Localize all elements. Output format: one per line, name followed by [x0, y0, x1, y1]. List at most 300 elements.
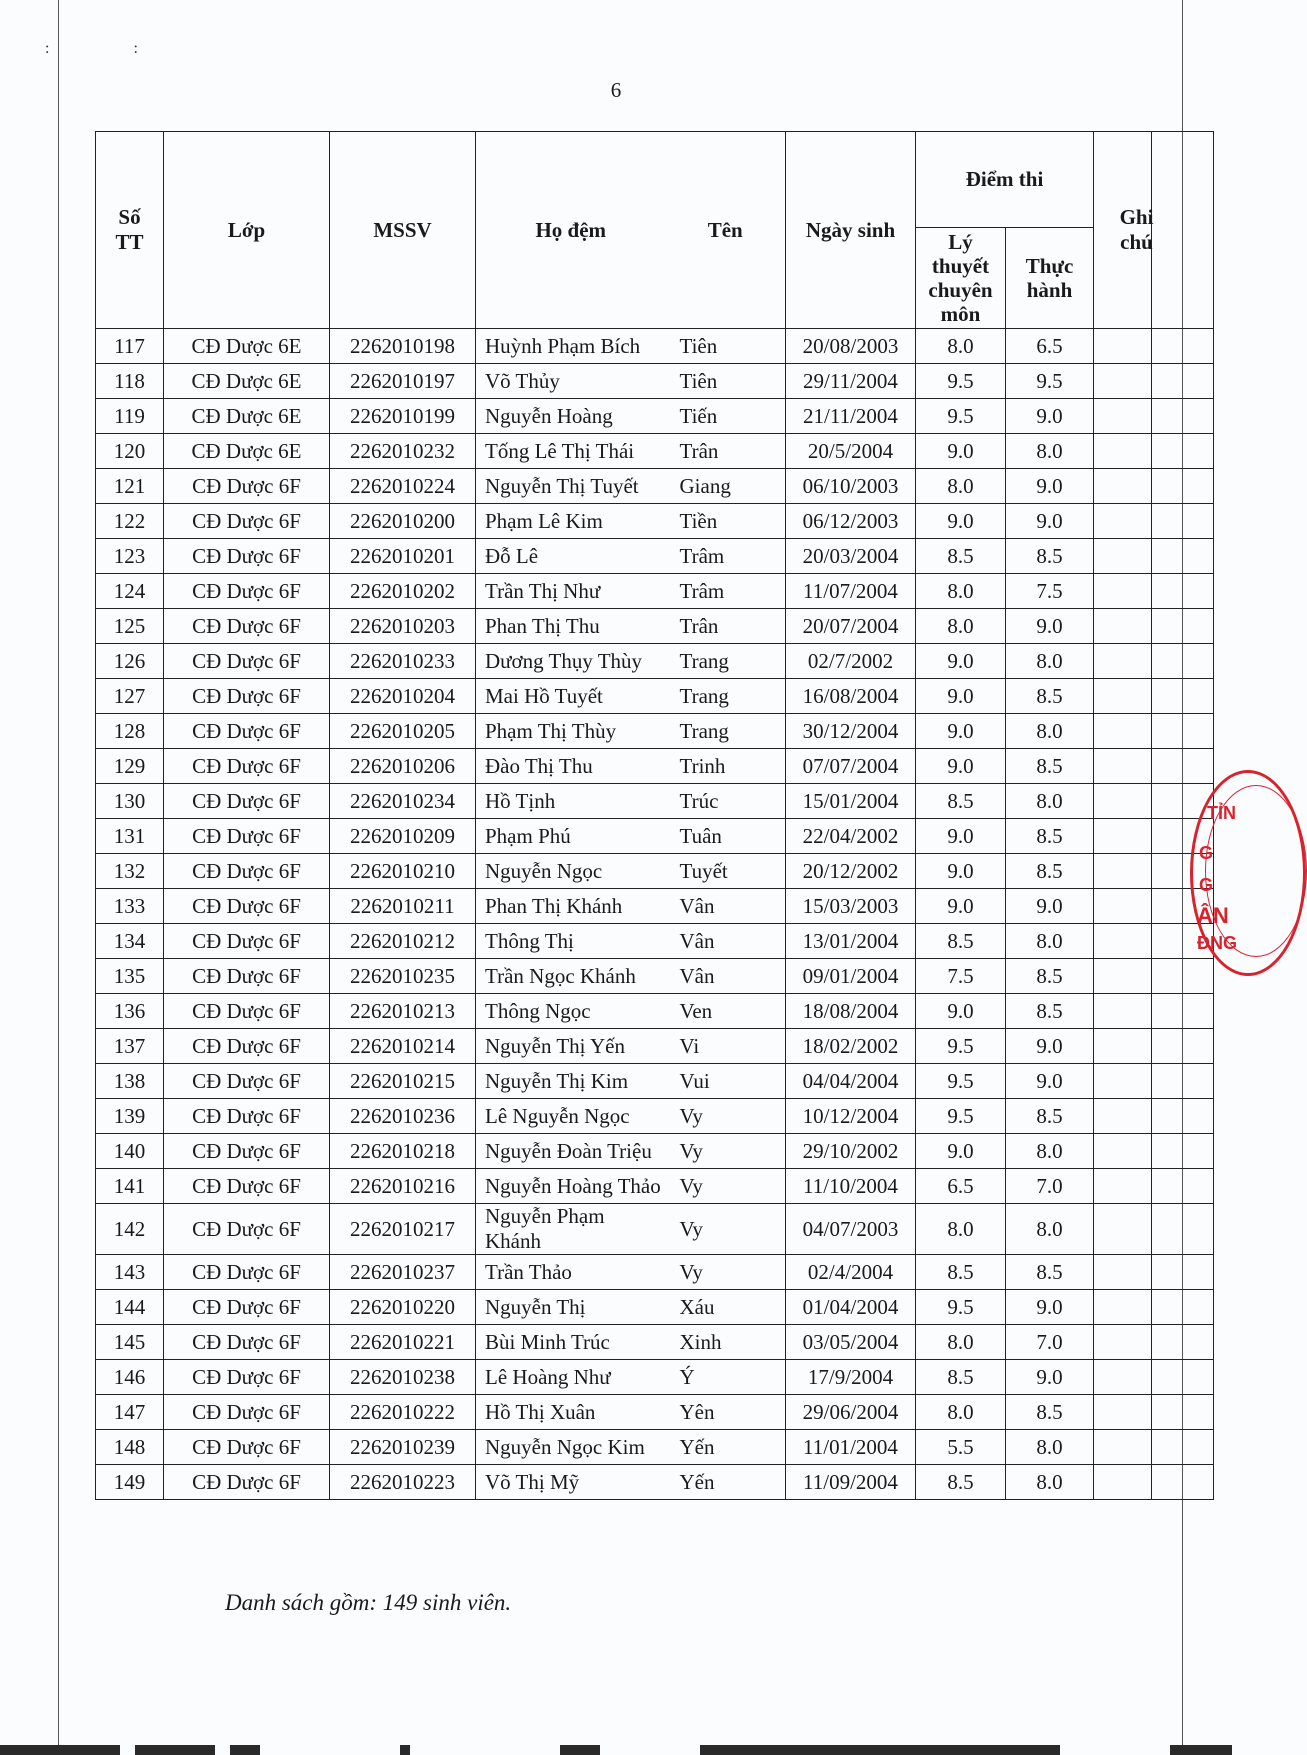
- row-thuc-hanh: 8.5: [1006, 959, 1094, 994]
- row-mssv: 2262010204: [330, 679, 476, 714]
- scan-edge-left: [58, 0, 59, 1755]
- row-extra-cell: [1152, 1360, 1214, 1395]
- row-ten: Yến: [666, 1465, 786, 1500]
- row-lop: CĐ Dược 6F: [164, 1290, 330, 1325]
- row-ngay-sinh: 22/04/2002: [786, 819, 916, 854]
- row-lop: CĐ Dược 6F: [164, 959, 330, 994]
- row-stt: 138: [96, 1064, 164, 1099]
- row-ghi-chu: [1094, 1204, 1152, 1255]
- row-thuc-hanh: 9.0: [1006, 399, 1094, 434]
- row-lop: CĐ Dược 6F: [164, 1430, 330, 1465]
- row-ghi-chu: [1094, 1029, 1152, 1064]
- row-ngay-sinh: 11/09/2004: [786, 1465, 916, 1500]
- row-stt: 140: [96, 1134, 164, 1169]
- row-ho-dem: Nguyễn Đoàn Triệu: [476, 1134, 666, 1169]
- row-ghi-chu: [1094, 1395, 1152, 1430]
- row-lop: CĐ Dược 6F: [164, 1029, 330, 1064]
- row-ten: Trang: [666, 714, 786, 749]
- scan-artifact-bar: [135, 1745, 215, 1755]
- row-ho-dem: Nguyễn Hoàng Thảo: [476, 1169, 666, 1204]
- row-ho-dem: Trần Ngọc Khánh: [476, 959, 666, 994]
- row-extra-cell: [1152, 574, 1214, 609]
- row-stt: 147: [96, 1395, 164, 1430]
- row-mssv: 2262010206: [330, 749, 476, 784]
- row-mssv: 2262010203: [330, 609, 476, 644]
- row-ly-thuyet: 8.0: [916, 329, 1006, 364]
- row-lop: CĐ Dược 6F: [164, 714, 330, 749]
- row-thuc-hanh: 7.0: [1006, 1325, 1094, 1360]
- row-mssv: 2262010197: [330, 364, 476, 399]
- row-ly-thuyet: 9.0: [916, 1134, 1006, 1169]
- row-mssv: 2262010220: [330, 1290, 476, 1325]
- row-stt: 122: [96, 504, 164, 539]
- table-row: [96, 679, 1214, 714]
- header-stt-line2: TT: [115, 230, 144, 254]
- footer-total-note: Danh sách gồm: 149 sinh viên.: [225, 1590, 512, 1615]
- row-ngay-sinh: 10/12/2004: [786, 1099, 916, 1134]
- row-ngay-sinh: 29/06/2004: [786, 1395, 916, 1430]
- row-ho-dem: Phan Thị Khánh: [476, 889, 666, 924]
- row-mssv: 2262010235: [330, 959, 476, 994]
- header-stt: [96, 132, 164, 329]
- row-ghi-chu: [1094, 1430, 1152, 1465]
- table-row: [96, 854, 1214, 889]
- row-ten: Giang: [666, 469, 786, 504]
- header-diem-thi: Điểm thi: [916, 132, 1094, 228]
- row-ngay-sinh: 06/12/2003: [786, 504, 916, 539]
- row-ly-thuyet: 9.0: [916, 504, 1006, 539]
- row-ghi-chu: [1094, 889, 1152, 924]
- row-ngay-sinh: 04/04/2004: [786, 1064, 916, 1099]
- row-lop: CĐ Dược 6F: [164, 749, 330, 784]
- row-ho-dem: Hồ Tịnh: [476, 784, 666, 819]
- table-row: [96, 1099, 1214, 1134]
- table-row: [96, 959, 1214, 994]
- row-mssv: 2262010238: [330, 1360, 476, 1395]
- row-ten: Xáu: [666, 1290, 786, 1325]
- table-row: [96, 1169, 1214, 1204]
- row-ghi-chu: [1094, 574, 1152, 609]
- header-ly-thuyet-line1: Lý: [948, 230, 973, 254]
- row-extra-cell: [1152, 994, 1214, 1029]
- row-mssv: 2262010221: [330, 1325, 476, 1360]
- row-ly-thuyet: 8.5: [916, 924, 1006, 959]
- header-stt-line1: Số: [118, 205, 141, 229]
- row-ten: Vy: [666, 1169, 786, 1204]
- row-thuc-hanh: 8.0: [1006, 714, 1094, 749]
- header-ly-thuyet-line4: môn: [940, 302, 981, 326]
- row-extra-cell: [1152, 399, 1214, 434]
- row-ten: Trân: [666, 609, 786, 644]
- row-ly-thuyet: 9.0: [916, 749, 1006, 784]
- row-mssv: 2262010237: [330, 1255, 476, 1290]
- table-row: [96, 784, 1214, 819]
- scan-artifact-bar: [1170, 1745, 1232, 1755]
- row-ho-dem: Nguyễn Ngọc: [476, 854, 666, 889]
- row-lop: CĐ Dược 6F: [164, 574, 330, 609]
- row-ho-dem: Nguyễn Thị Tuyết: [476, 469, 666, 504]
- row-extra-cell: [1152, 1255, 1214, 1290]
- row-ghi-chu: [1094, 679, 1152, 714]
- header-extra-column: [1152, 132, 1214, 329]
- row-ly-thuyet: 9.0: [916, 434, 1006, 469]
- row-ten: Ven: [666, 994, 786, 1029]
- row-ho-dem: Lê Hoàng Như: [476, 1360, 666, 1395]
- row-ghi-chu: [1094, 469, 1152, 504]
- row-ten: Yến: [666, 1430, 786, 1465]
- row-ly-thuyet: 9.0: [916, 994, 1006, 1029]
- row-ho-dem: Đỗ Lê: [476, 539, 666, 574]
- row-ngay-sinh: 09/01/2004: [786, 959, 916, 994]
- row-stt: 145: [96, 1325, 164, 1360]
- row-ly-thuyet: 9.0: [916, 889, 1006, 924]
- row-ten: Vy: [666, 1099, 786, 1134]
- row-extra-cell: [1152, 749, 1214, 784]
- row-thuc-hanh: 9.0: [1006, 1360, 1094, 1395]
- row-ten: Trâm: [666, 574, 786, 609]
- header-thuc-hanh-line2: hành: [1026, 278, 1073, 302]
- table-row: [96, 504, 1214, 539]
- row-ly-thuyet: 8.5: [916, 539, 1006, 574]
- row-lop: CĐ Dược 6F: [164, 1360, 330, 1395]
- row-stt: 123: [96, 539, 164, 574]
- row-extra-cell: [1152, 644, 1214, 679]
- row-thuc-hanh: 9.0: [1006, 469, 1094, 504]
- row-ngay-sinh: 07/07/2004: [786, 749, 916, 784]
- header-ly-thuyet-line3: chuyên: [928, 278, 993, 302]
- row-mssv: 2262010233: [330, 644, 476, 679]
- row-stt: 128: [96, 714, 164, 749]
- row-lop: CĐ Dược 6F: [164, 889, 330, 924]
- row-thuc-hanh: 6.5: [1006, 329, 1094, 364]
- row-ho-dem: Hồ Thị Xuân: [476, 1395, 666, 1430]
- row-ghi-chu: [1094, 1099, 1152, 1134]
- row-ly-thuyet: 9.5: [916, 399, 1006, 434]
- table-row: [96, 994, 1214, 1029]
- row-ngay-sinh: 30/12/2004: [786, 714, 916, 749]
- row-ten: Vân: [666, 889, 786, 924]
- row-thuc-hanh: 7.5: [1006, 574, 1094, 609]
- red-official-stamp: [1190, 770, 1306, 976]
- row-ten: Yên: [666, 1395, 786, 1430]
- row-ly-thuyet: 8.0: [916, 609, 1006, 644]
- row-lop: CĐ Dược 6F: [164, 644, 330, 679]
- row-ten: Vy: [666, 1204, 786, 1255]
- row-stt: 146: [96, 1360, 164, 1395]
- header-ghi-chu-line1: Ghi: [1119, 205, 1154, 229]
- row-thuc-hanh: 8.5: [1006, 854, 1094, 889]
- row-ngay-sinh: 20/03/2004: [786, 539, 916, 574]
- row-extra-cell: [1152, 469, 1214, 504]
- row-ten: Trân: [666, 434, 786, 469]
- row-lop: CĐ Dược 6E: [164, 434, 330, 469]
- row-ghi-chu: [1094, 1064, 1152, 1099]
- row-ho-dem: Bùi Minh Trúc: [476, 1325, 666, 1360]
- table-row: [96, 924, 1214, 959]
- row-ho-dem: Phạm Phú: [476, 819, 666, 854]
- row-mssv: 2262010198: [330, 329, 476, 364]
- row-ly-thuyet: 9.5: [916, 1029, 1006, 1064]
- row-ghi-chu: [1094, 714, 1152, 749]
- row-ho-dem: Tống Lê Thị Thái: [476, 434, 666, 469]
- row-ho-dem: Phạm Lê Kim: [476, 504, 666, 539]
- row-ly-thuyet: 8.0: [916, 574, 1006, 609]
- row-ghi-chu: [1094, 1290, 1152, 1325]
- row-thuc-hanh: 8.0: [1006, 924, 1094, 959]
- row-thuc-hanh: 7.0: [1006, 1169, 1094, 1204]
- row-stt: 143: [96, 1255, 164, 1290]
- row-ten: Trang: [666, 644, 786, 679]
- page-number: 6: [610, 78, 622, 102]
- row-ngay-sinh: 15/01/2004: [786, 784, 916, 819]
- table-row: [96, 1430, 1214, 1465]
- stamp-letters-2: G: [1199, 843, 1214, 863]
- table-row: [96, 1325, 1214, 1360]
- row-ten: Tiên: [666, 329, 786, 364]
- row-stt: 125: [96, 609, 164, 644]
- row-mssv: 2262010216: [330, 1169, 476, 1204]
- stamp-letters-4: ÂN: [1197, 903, 1229, 928]
- row-lop: CĐ Dược 6E: [164, 364, 330, 399]
- row-ngay-sinh: 04/07/2003: [786, 1204, 916, 1255]
- row-ngay-sinh: 18/02/2002: [786, 1029, 916, 1064]
- row-lop: CĐ Dược 6F: [164, 609, 330, 644]
- row-ho-dem: Dương Thụy Thùy: [476, 644, 666, 679]
- row-lop: CĐ Dược 6F: [164, 679, 330, 714]
- row-thuc-hanh: 8.5: [1006, 994, 1094, 1029]
- row-stt: 137: [96, 1029, 164, 1064]
- header-ho-dem: Họ đệm: [476, 132, 666, 329]
- row-ho-dem: Nguyễn Phạm Khánh: [476, 1204, 666, 1255]
- row-ghi-chu: [1094, 504, 1152, 539]
- row-mssv: 2262010236: [330, 1099, 476, 1134]
- row-ten: Vui: [666, 1064, 786, 1099]
- row-ly-thuyet: 9.0: [916, 714, 1006, 749]
- scan-artifact-bar: [560, 1745, 600, 1755]
- row-stt: 131: [96, 819, 164, 854]
- row-mssv: 2262010214: [330, 1029, 476, 1064]
- row-ghi-chu: [1094, 1255, 1152, 1290]
- row-ngay-sinh: 29/10/2002: [786, 1134, 916, 1169]
- row-thuc-hanh: 8.0: [1006, 1204, 1094, 1255]
- table-row: [96, 644, 1214, 679]
- row-ly-thuyet: 8.0: [916, 1204, 1006, 1255]
- row-lop: CĐ Dược 6F: [164, 1169, 330, 1204]
- row-extra-cell: [1152, 679, 1214, 714]
- row-mssv: 2262010234: [330, 784, 476, 819]
- row-stt: 119: [96, 399, 164, 434]
- row-ly-thuyet: 8.5: [916, 1465, 1006, 1500]
- row-ngay-sinh: 02/7/2002: [786, 644, 916, 679]
- row-ngay-sinh: 06/10/2003: [786, 469, 916, 504]
- header-thuc-hanh-line1: Thực: [1025, 254, 1074, 278]
- row-thuc-hanh: 8.5: [1006, 819, 1094, 854]
- row-ho-dem: Nguyễn Thị Yến: [476, 1029, 666, 1064]
- table-row: [96, 329, 1214, 364]
- table-row: [96, 1395, 1214, 1430]
- header-ly-thuyet-line2: thuyết: [931, 254, 990, 278]
- row-mssv: 2262010202: [330, 574, 476, 609]
- row-extra-cell: [1152, 539, 1214, 574]
- row-extra-cell: [1152, 364, 1214, 399]
- table-row: [96, 1290, 1214, 1325]
- row-thuc-hanh: 8.0: [1006, 1465, 1094, 1500]
- row-stt: 126: [96, 644, 164, 679]
- row-ghi-chu: [1094, 1325, 1152, 1360]
- row-ten: Vy: [666, 1255, 786, 1290]
- row-thuc-hanh: 8.5: [1006, 679, 1094, 714]
- row-extra-cell: [1152, 959, 1214, 994]
- row-thuc-hanh: 8.5: [1006, 749, 1094, 784]
- row-ho-dem: Nguyễn Hoàng: [476, 399, 666, 434]
- table-row: [96, 364, 1214, 399]
- table-row: [96, 1255, 1214, 1290]
- row-lop: CĐ Dược 6F: [164, 1134, 330, 1169]
- row-lop: CĐ Dược 6E: [164, 329, 330, 364]
- row-ly-thuyet: 8.5: [916, 1360, 1006, 1395]
- row-ghi-chu: [1094, 364, 1152, 399]
- row-ly-thuyet: 9.0: [916, 819, 1006, 854]
- row-lop: CĐ Dược 6F: [164, 854, 330, 889]
- row-ghi-chu: [1094, 1465, 1152, 1500]
- row-thuc-hanh: 9.5: [1006, 364, 1094, 399]
- row-ghi-chu: [1094, 329, 1152, 364]
- row-ngay-sinh: 29/11/2004: [786, 364, 916, 399]
- row-thuc-hanh: 9.0: [1006, 504, 1094, 539]
- row-stt: 133: [96, 889, 164, 924]
- row-ngay-sinh: 18/08/2004: [786, 994, 916, 1029]
- row-ten: Trúc: [666, 784, 786, 819]
- scan-artifact-bar: [230, 1745, 260, 1755]
- row-ly-thuyet: 9.5: [916, 364, 1006, 399]
- table-row: [96, 469, 1214, 504]
- row-ho-dem: Nguyễn Thị Kim: [476, 1064, 666, 1099]
- table-row: [96, 749, 1214, 784]
- row-lop: CĐ Dược 6F: [164, 994, 330, 1029]
- row-ho-dem: Phan Thị Thu: [476, 609, 666, 644]
- row-ngay-sinh: 11/07/2004: [786, 574, 916, 609]
- row-extra-cell: [1152, 434, 1214, 469]
- row-mssv: 2262010200: [330, 504, 476, 539]
- row-ghi-chu: [1094, 749, 1152, 784]
- header-ten: Tên: [666, 132, 786, 329]
- row-ten: Vi: [666, 1029, 786, 1064]
- row-lop: CĐ Dược 6E: [164, 399, 330, 434]
- row-lop: CĐ Dược 6F: [164, 1395, 330, 1430]
- row-ngay-sinh: 11/01/2004: [786, 1430, 916, 1465]
- row-extra-cell: [1152, 1029, 1214, 1064]
- row-stt: 141: [96, 1169, 164, 1204]
- row-mssv: 2262010223: [330, 1465, 476, 1500]
- row-ten: Vân: [666, 924, 786, 959]
- row-stt: 132: [96, 854, 164, 889]
- row-extra-cell: [1152, 1395, 1214, 1430]
- row-lop: CĐ Dược 6F: [164, 469, 330, 504]
- table-row: [96, 1134, 1214, 1169]
- row-mssv: 2262010232: [330, 434, 476, 469]
- row-extra-cell: [1152, 1169, 1214, 1204]
- row-ghi-chu: [1094, 1134, 1152, 1169]
- row-ghi-chu: [1094, 854, 1152, 889]
- row-ly-thuyet: 8.0: [916, 469, 1006, 504]
- row-ly-thuyet: 6.5: [916, 1169, 1006, 1204]
- row-mssv: 2262010213: [330, 994, 476, 1029]
- row-ngay-sinh: 01/04/2004: [786, 1290, 916, 1325]
- row-ghi-chu: [1094, 609, 1152, 644]
- table-row: [96, 1029, 1214, 1064]
- row-ho-dem: Võ Thị Mỹ: [476, 1465, 666, 1500]
- row-ghi-chu: [1094, 1169, 1152, 1204]
- row-ngay-sinh: 21/11/2004: [786, 399, 916, 434]
- row-ghi-chu: [1094, 994, 1152, 1029]
- row-ho-dem: Đào Thị Thu: [476, 749, 666, 784]
- row-ngay-sinh: 15/03/2003: [786, 889, 916, 924]
- header-ly-thuyet: [916, 228, 1006, 329]
- table-row: [96, 574, 1214, 609]
- scan-artifact-bar: [400, 1745, 410, 1755]
- row-mssv: 2262010205: [330, 714, 476, 749]
- row-extra-cell: [1152, 1325, 1214, 1360]
- header-ngay-sinh: Ngày sinh: [786, 132, 916, 329]
- row-ngay-sinh: 16/08/2004: [786, 679, 916, 714]
- table-row: [96, 1204, 1214, 1255]
- row-ghi-chu: [1094, 784, 1152, 819]
- row-ten: Tuân: [666, 819, 786, 854]
- row-thuc-hanh: 8.5: [1006, 1395, 1094, 1430]
- row-ho-dem: Lê Nguyễn Ngọc: [476, 1099, 666, 1134]
- row-ten: Vân: [666, 959, 786, 994]
- row-extra-cell: [1152, 329, 1214, 364]
- stamp-letters-1: TỈN: [1207, 803, 1236, 823]
- row-ho-dem: Thông Thị: [476, 924, 666, 959]
- row-thuc-hanh: 8.0: [1006, 434, 1094, 469]
- row-stt: 149: [96, 1465, 164, 1500]
- row-ten: Vy: [666, 1134, 786, 1169]
- row-thuc-hanh: 8.0: [1006, 644, 1094, 679]
- row-ten: Trinh: [666, 749, 786, 784]
- row-ten: Tiền: [666, 504, 786, 539]
- row-extra-cell: [1152, 714, 1214, 749]
- row-ho-dem: Huỳnh Phạm Bích: [476, 329, 666, 364]
- row-ly-thuyet: 9.5: [916, 1290, 1006, 1325]
- row-ly-thuyet: 9.5: [916, 1064, 1006, 1099]
- header-ghi-chu: [1094, 132, 1152, 329]
- row-ghi-chu: [1094, 644, 1152, 679]
- scan-artifact-bar: [0, 1745, 120, 1755]
- row-ho-dem: Mai Hồ Tuyết: [476, 679, 666, 714]
- scan-artifact-bar: [700, 1745, 1060, 1755]
- row-thuc-hanh: 8.5: [1006, 1255, 1094, 1290]
- student-score-table: [95, 131, 1214, 1500]
- row-extra-cell: [1152, 1430, 1214, 1465]
- row-stt: 120: [96, 434, 164, 469]
- table-row: [96, 1360, 1214, 1395]
- row-ho-dem: Nguyễn Ngọc Kim: [476, 1430, 666, 1465]
- row-ngay-sinh: 20/12/2002: [786, 854, 916, 889]
- row-thuc-hanh: 9.0: [1006, 609, 1094, 644]
- row-ly-thuyet: 9.5: [916, 1099, 1006, 1134]
- row-ly-thuyet: 9.0: [916, 854, 1006, 889]
- table-row: [96, 1465, 1214, 1500]
- row-ghi-chu: [1094, 539, 1152, 574]
- stamp-letters-3: G: [1199, 875, 1214, 895]
- table-row: [96, 1064, 1214, 1099]
- header-thuc-hanh: [1006, 228, 1094, 329]
- row-mssv: 2262010212: [330, 924, 476, 959]
- row-ghi-chu: [1094, 434, 1152, 469]
- row-mssv: 2262010211: [330, 889, 476, 924]
- row-ngay-sinh: 13/01/2004: [786, 924, 916, 959]
